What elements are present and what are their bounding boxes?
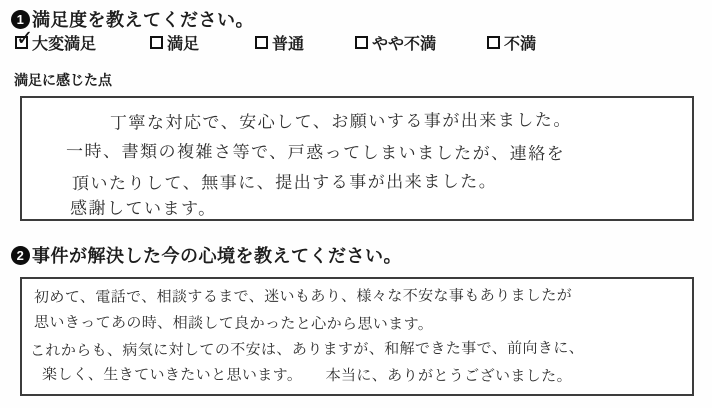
- handwritten-line: 楽しく、生きていきたいと思います。 本当に、ありがとうございました。: [41, 365, 573, 385]
- question1-title-text: 満足度を教えてください。: [32, 10, 254, 30]
- option-label: 大変満足: [32, 36, 97, 53]
- question1-title: [11, 6, 254, 32]
- handwritten-line: 頂いたりして、無事に、提出する事が出来ました。: [71, 171, 498, 195]
- handwritten-line: これからも、病気に対しての不安は、ありますが、和解できた事で、前向きに、: [29, 338, 585, 360]
- option-fuman[interactable]: [487, 31, 536, 54]
- handwritten-line: 一時、書類の複雑さ等で、戸惑ってしまいましたが、連絡を: [65, 141, 566, 165]
- option-label: やや不満: [372, 36, 437, 53]
- question2-title-text: 事件が解決した今の心境を教えてください。: [32, 246, 402, 266]
- handwritten-line: 感謝しています。: [69, 198, 217, 220]
- answer-box-satisfied-points: [20, 96, 694, 221]
- checkbox-unchecked[interactable]: [355, 36, 368, 49]
- checkbox-unchecked[interactable]: [150, 36, 163, 49]
- option-daihen-manzoku[interactable]: [15, 26, 97, 54]
- satisfaction-options-row: [0, 26, 712, 55]
- question2-number-badge: 2: [11, 246, 30, 265]
- option-label: 普通: [272, 36, 305, 53]
- question2-title: [11, 242, 402, 268]
- option-label: 不満: [504, 36, 537, 53]
- answer-box-current-feelings: [20, 277, 694, 396]
- handwritten-line: 丁寧な対応で、安心して、お願いする事が出来ました。: [109, 110, 572, 134]
- checkbox-unchecked[interactable]: [255, 36, 268, 49]
- option-label: 満足: [167, 36, 200, 53]
- option-manzoku[interactable]: [150, 31, 199, 54]
- checkbox-unchecked[interactable]: [487, 36, 500, 49]
- handwritten-line: 初めて、電話で、相談するまで、迷いもあり、様々な不安な事もありましたが: [33, 286, 573, 306]
- option-futsuu[interactable]: [255, 31, 304, 54]
- question1-number-badge: 1: [11, 10, 30, 29]
- satisfied-points-label: 満足に感じた点: [14, 72, 112, 88]
- checkmark-icon: ✓: [16, 26, 34, 50]
- option-yaya-fuman[interactable]: [355, 31, 436, 54]
- checkbox-checked[interactable]: [15, 26, 34, 50]
- handwritten-line: 思いきってあの時、相談して良かったと心から思います。: [33, 312, 434, 334]
